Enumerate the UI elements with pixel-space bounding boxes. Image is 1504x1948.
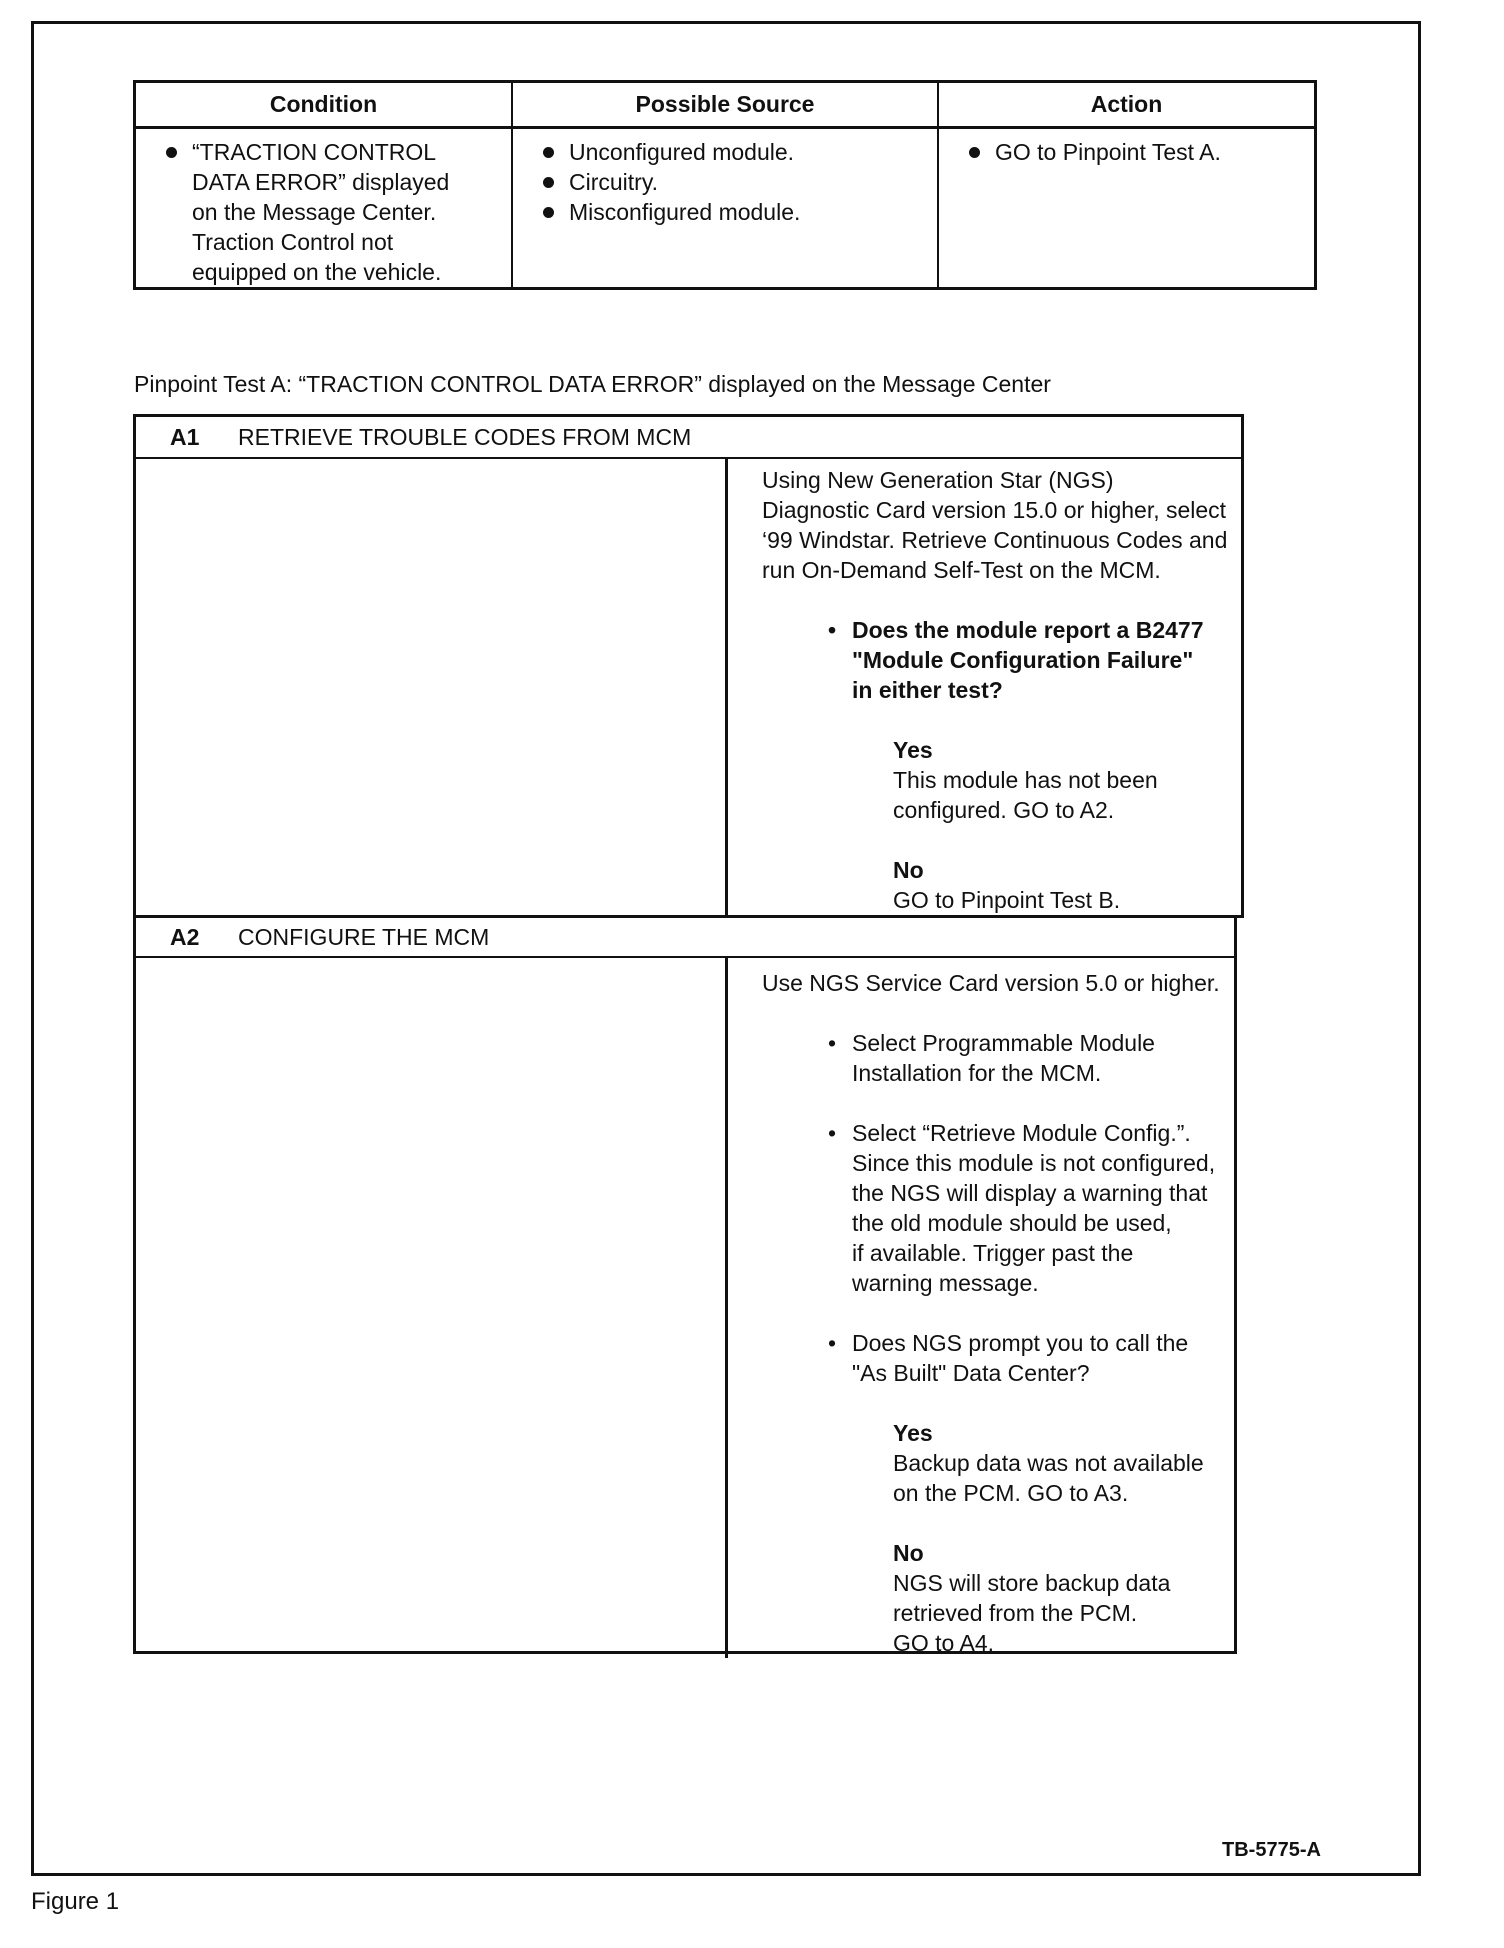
bullet-glyph: • <box>828 1330 837 1356</box>
yes-line: on the PCM. GO to A3. <box>893 1480 1129 1506</box>
yes-line: configured. GO to A2. <box>893 797 1115 823</box>
bullet-line: the old module should be used, <box>852 1210 1172 1236</box>
condition-line: Traction Control not <box>192 229 394 255</box>
step-a1-left-cell <box>136 459 728 915</box>
step-id: A1 <box>170 423 200 450</box>
action-item: GO to Pinpoint Test A. <box>969 137 1304 167</box>
intro-line: Using New Generation Star (NGS) <box>762 467 1114 493</box>
bullet-glyph: • <box>828 1120 837 1146</box>
step-a2-table <box>133 915 1237 1654</box>
question-line: "Module Configuration Failure" <box>852 647 1194 673</box>
bullet-line: Select “Retrieve Module Config.”. <box>852 1120 1191 1146</box>
figure-caption: Figure 1 <box>31 1888 120 1915</box>
question-line: Does the module report a B2477 <box>852 617 1204 643</box>
bullet-glyph: • <box>828 1030 837 1056</box>
step-a2-right-cell <box>728 958 1234 1658</box>
condition-line: DATA ERROR” displayed <box>192 169 450 195</box>
bullet-line: warning message. <box>852 1270 1039 1296</box>
yes-block <box>893 1418 1220 1508</box>
question-line: in either test? <box>852 677 1003 703</box>
step-title: CONFIGURE THE MCM <box>238 923 490 950</box>
question-line: Does NGS prompt you to call the <box>852 1330 1189 1356</box>
condition-line: equipped on the vehicle. <box>192 259 442 285</box>
bullet-line: if available. Trigger past the <box>852 1240 1134 1266</box>
no-line: GO to Pinpoint Test B. <box>893 887 1121 913</box>
bullet-line: Installation for the MCM. <box>852 1060 1102 1086</box>
condition-line: “TRACTION CONTROL <box>192 139 437 165</box>
no-block <box>893 1538 1220 1658</box>
condition-cell <box>136 129 513 287</box>
question <box>828 615 1227 705</box>
bullet-item <box>828 1028 1220 1088</box>
action-cell <box>939 129 1314 287</box>
intro-line: ‘99 Windstar. Retrieve Continuous Codes and <box>762 527 1228 553</box>
pinpoint-test-title: Pinpoint Test A: “TRACTION CONTROL DATA ERROR” displayed on the Message Center <box>134 371 1051 397</box>
yes-block <box>893 735 1227 825</box>
condition-bullet <box>166 137 501 287</box>
question-line: "As Built" Data Center? <box>852 1360 1090 1386</box>
source-item: Circuitry. <box>543 167 927 197</box>
no-label: No <box>893 1540 924 1566</box>
no-block <box>893 855 1227 915</box>
question <box>828 1328 1220 1388</box>
no-line: GO to A4. <box>893 1630 994 1656</box>
no-line: retrieved from the PCM. <box>893 1600 1138 1626</box>
bullet-item <box>828 1118 1220 1298</box>
step-a1-header <box>136 417 1241 459</box>
step-a2-header <box>136 918 1234 958</box>
bullet-glyph: • <box>828 617 837 643</box>
no-label: No <box>893 857 924 883</box>
header-condition: Condition <box>136 83 513 129</box>
source-item: Unconfigured module. <box>543 137 927 167</box>
yes-line: Backup data was not available <box>893 1450 1204 1476</box>
yes-line: This module has not been <box>893 767 1158 793</box>
intro-line: run On-Demand Self-Test on the MCM. <box>762 557 1161 583</box>
step-id: A2 <box>170 923 200 950</box>
condition-table <box>133 80 1317 290</box>
step-a1-right-cell <box>728 459 1241 915</box>
yes-label: Yes <box>893 737 933 763</box>
bullet-line: Since this module is not configured, <box>852 1150 1216 1176</box>
header-action: Action <box>939 83 1314 129</box>
condition-line: on the Message Center. <box>192 199 437 225</box>
step-a1-table <box>133 414 1244 918</box>
bullet-line: the NGS will display a warning that <box>852 1180 1208 1206</box>
yes-label: Yes <box>893 1420 933 1446</box>
source-item: Misconfigured module. <box>543 197 927 227</box>
intro-line: Use NGS Service Card version 5.0 or higher. <box>762 970 1220 996</box>
source-cell <box>513 129 939 287</box>
no-line: NGS will store backup data <box>893 1570 1171 1596</box>
intro-line: Diagnostic Card version 15.0 or higher, select <box>762 497 1227 523</box>
bullet-line: Select Programmable Module <box>852 1030 1155 1056</box>
step-a2-left-cell <box>136 958 728 1658</box>
header-possible-source: Possible Source <box>513 83 939 129</box>
document-code: TB-5775-A <box>1222 1839 1321 1861</box>
step-title: RETRIEVE TROUBLE CODES FROM MCM <box>238 423 692 450</box>
